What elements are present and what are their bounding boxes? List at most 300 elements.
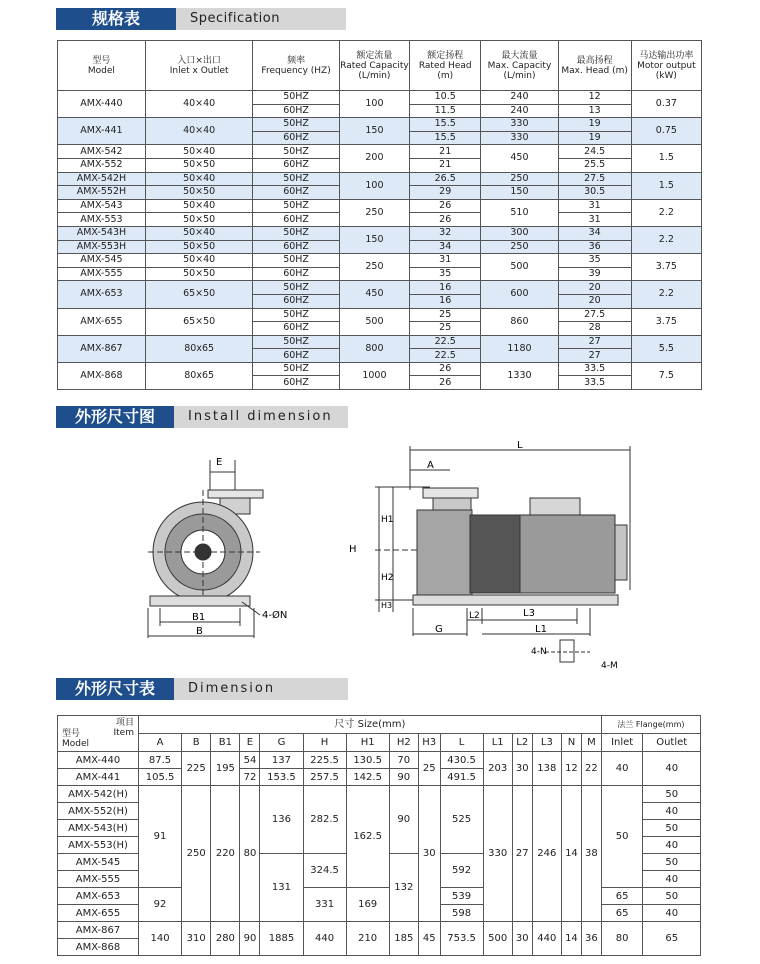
cell-n: 14 [561, 786, 581, 922]
model-cell: AMX-653 [58, 281, 146, 308]
column-header: H [303, 734, 346, 752]
spec-header-row [58, 41, 702, 91]
model-cell: AMX-868 [58, 939, 139, 956]
model-cell: AMX-542H [58, 172, 146, 186]
pump-side-view-diagram [345, 440, 645, 675]
motor-output-cell: 0.75 [631, 118, 701, 145]
cell-inlet: 80 [601, 922, 643, 956]
model-cell: AMX-441 [58, 118, 146, 145]
spec-header-max-capacity: 最大流量 Max. Capacity (L/min) [481, 41, 558, 91]
dimension-title-cn: 外形尺寸表 [56, 678, 174, 700]
rated-capacity-cell: 200 [339, 145, 409, 172]
cell-h: 331 [303, 888, 346, 922]
install-section-header [56, 406, 348, 428]
rated-capacity-cell: 100 [339, 91, 409, 118]
column-header: Inlet [601, 734, 643, 752]
cell-h3: 30 [418, 786, 440, 922]
spec-row [58, 335, 702, 349]
max-capacity-cell: 600 [481, 281, 558, 308]
motor-fan-cover [615, 525, 627, 580]
label-H1: H1 [381, 515, 394, 525]
frequency-cell: 60HZ [253, 213, 339, 227]
cell-e: 72 [240, 769, 260, 786]
frequency-cell: 50HZ [253, 118, 339, 132]
max-head-cell: 27.5 [558, 308, 631, 322]
rated-capacity-cell: 150 [339, 118, 409, 145]
dimension-row [58, 752, 701, 769]
model-cell: AMX-545 [58, 854, 139, 871]
model-cell: AMX-440 [58, 91, 146, 118]
cell-l2: 27 [512, 786, 532, 922]
rated-capacity-cell: 450 [339, 281, 409, 308]
dim-line [242, 602, 260, 615]
frequency-cell: 50HZ [253, 308, 339, 322]
max-head-cell: 13 [558, 104, 631, 118]
inlet-cell: 40×40 [145, 118, 253, 145]
rated-capacity-cell: 800 [339, 335, 409, 362]
cell-outlet: 50 [643, 854, 701, 871]
max-head-cell: 24.5 [558, 145, 631, 159]
inlet-cell: 50×50 [145, 213, 253, 227]
cell-h: 257.5 [303, 769, 346, 786]
rated-capacity-cell: 150 [339, 226, 409, 253]
frequency-cell: 60HZ [253, 186, 339, 200]
frequency-cell: 60HZ [253, 376, 339, 390]
cell-inlet: 65 [601, 905, 643, 922]
model-cell: AMX-555 [58, 871, 139, 888]
label-L: L [517, 440, 523, 451]
terminal-box [530, 498, 580, 516]
cell-l: 430.5 [440, 752, 483, 769]
motor-output-cell: 0.37 [631, 91, 701, 118]
model-cell: AMX-655 [58, 905, 139, 922]
dimension-column-row [58, 734, 701, 752]
column-header: G [260, 734, 303, 752]
cell-l: 592 [440, 854, 483, 888]
column-header: H3 [418, 734, 440, 752]
column-header: A [139, 734, 182, 752]
frequency-cell: 60HZ [253, 349, 339, 363]
column-header: M [581, 734, 601, 752]
cell-l: 539 [440, 888, 483, 905]
cell-b: 250 [182, 786, 211, 922]
max-capacity-cell: 150 [481, 186, 558, 200]
motor-output-cell: 3.75 [631, 254, 701, 281]
max-head-cell: 27.5 [558, 172, 631, 186]
inlet-cell: 50×40 [145, 199, 253, 213]
cell-l: 525 [440, 786, 483, 854]
rated-head-cell: 26 [410, 376, 481, 390]
cell-outlet: 65 [643, 922, 701, 956]
spec-section-header [56, 8, 346, 30]
label-B: B [196, 626, 203, 637]
cell-outlet: 40 [643, 871, 701, 888]
motor-output-cell: 3.75 [631, 308, 701, 335]
spec-row [58, 308, 702, 322]
dimension-table-body [58, 716, 701, 956]
motor-output-cell: 2.2 [631, 281, 701, 308]
rated-head-cell: 15.5 [410, 131, 481, 145]
pump-base [150, 596, 250, 606]
motor-output-cell: 2.2 [631, 226, 701, 253]
cell-h3: 25 [418, 752, 440, 786]
cell-outlet: 40 [643, 803, 701, 820]
frequency-cell: 60HZ [253, 267, 339, 281]
cell-outlet: 40 [643, 752, 701, 786]
frequency-cell: 60HZ [253, 294, 339, 308]
cell-g: 137 [260, 752, 303, 769]
rated-head-cell: 35 [410, 267, 481, 281]
label-A: A [427, 460, 434, 471]
frequency-cell: 50HZ [253, 226, 339, 240]
rated-head-cell: 15.5 [410, 118, 481, 132]
max-head-cell: 19 [558, 118, 631, 132]
max-capacity-cell: 500 [481, 254, 558, 281]
model-cell: AMX-552 [58, 158, 146, 172]
column-header: H1 [346, 734, 389, 752]
rated-head-cell: 10.5 [410, 91, 481, 105]
inlet-cell: 50×50 [145, 158, 253, 172]
inlet-cell: 50×50 [145, 267, 253, 281]
dimension-corner-header [58, 716, 139, 752]
max-head-cell: 20 [558, 281, 631, 295]
cell-l2: 30 [512, 752, 532, 786]
spec-row [58, 145, 702, 159]
rated-head-cell: 21 [410, 145, 481, 159]
spec-row [58, 281, 702, 295]
pump-front-view-diagram [140, 450, 320, 640]
max-capacity-cell: 330 [481, 118, 558, 132]
max-head-cell: 28 [558, 322, 631, 336]
cell-g: 136 [260, 786, 303, 854]
cell-h: 440 [303, 922, 346, 956]
spec-header-inlet: 入口×出口 Inlet x Outlet [145, 41, 253, 91]
motor-output-cell: 5.5 [631, 335, 701, 362]
inlet-cell: 50×40 [145, 226, 253, 240]
rated-capacity-cell: 500 [339, 308, 409, 335]
dimension-row [58, 888, 701, 905]
mount-slot-detail [560, 640, 574, 662]
cell-h1: 130.5 [346, 752, 389, 769]
cell-l3: 246 [532, 786, 561, 922]
cell-g: 1885 [260, 922, 303, 956]
rated-capacity-cell: 1000 [339, 362, 409, 389]
frequency-cell: 60HZ [253, 131, 339, 145]
cell-outlet: 50 [643, 786, 701, 803]
cell-outlet: 40 [643, 837, 701, 854]
max-capacity-cell: 450 [481, 145, 558, 172]
install-title-en: Install dimension [174, 406, 348, 428]
frequency-cell: 60HZ [253, 104, 339, 118]
rated-head-cell: 29 [410, 186, 481, 200]
model-cell: AMX-552H [58, 186, 146, 200]
label-L2: L2 [469, 611, 480, 621]
flange-header: 法兰 Flange(mm) [601, 716, 700, 734]
column-header: Outlet [643, 734, 701, 752]
cell-e: 54 [240, 752, 260, 769]
column-header: H2 [389, 734, 418, 752]
cell-h2: 185 [389, 922, 418, 956]
inlet-cell: 50×50 [145, 186, 253, 200]
cell-b: 225 [182, 752, 211, 786]
outlet-flange [423, 488, 478, 498]
model-cell: AMX-440 [58, 752, 139, 769]
rated-head-cell: 31 [410, 254, 481, 268]
spec-row [58, 362, 702, 376]
max-head-cell: 31 [558, 213, 631, 227]
outlet-flange [208, 490, 263, 498]
column-header: L2 [512, 734, 532, 752]
rated-head-cell: 21 [410, 158, 481, 172]
cell-b1: 195 [211, 752, 240, 786]
cell-h2: 90 [389, 769, 418, 786]
model-cell: AMX-552(H) [58, 803, 139, 820]
max-capacity-cell: 1180 [481, 335, 558, 362]
cell-b1: 220 [211, 786, 240, 922]
spec-header-frequency: 频率 Frequency (HZ) [253, 41, 339, 91]
cell-a: 92 [139, 888, 182, 922]
dimension-header-row [58, 716, 701, 734]
cell-h: 225.5 [303, 752, 346, 769]
corner-item-label: 项目 Item [113, 718, 134, 738]
model-cell: AMX-553H [58, 240, 146, 254]
cell-h: 324.5 [303, 854, 346, 888]
dimension-title-en: Dimension [174, 678, 348, 700]
inlet-cell: 40×40 [145, 91, 253, 118]
cell-m: 22 [581, 752, 601, 786]
cell-l3: 440 [532, 922, 561, 956]
motor-output-cell: 7.5 [631, 362, 701, 389]
label-B1: B1 [192, 612, 206, 623]
label-L1: L1 [535, 624, 547, 635]
dimension-row [58, 922, 701, 939]
rated-head-cell: 22.5 [410, 335, 481, 349]
rated-capacity-cell: 100 [339, 172, 409, 199]
cell-h1: 169 [346, 888, 389, 922]
model-cell: AMX-655 [58, 308, 146, 335]
cell-h3: 45 [418, 922, 440, 956]
rated-head-cell: 32 [410, 226, 481, 240]
frequency-cell: 50HZ [253, 91, 339, 105]
cell-m: 38 [581, 786, 601, 922]
cell-outlet: 50 [643, 888, 701, 905]
motor-body [520, 515, 615, 593]
column-header: L1 [483, 734, 512, 752]
cell-h1: 210 [346, 922, 389, 956]
dimension-table [57, 715, 701, 956]
model-cell: AMX-868 [58, 362, 146, 389]
cell-l1: 203 [483, 752, 512, 786]
install-title-cn: 外形尺寸图 [56, 406, 174, 428]
motor-output-cell: 1.5 [631, 145, 701, 172]
label-4-N: 4-N [531, 647, 547, 657]
cell-a: 91 [139, 786, 182, 888]
model-cell: AMX-553(H) [58, 837, 139, 854]
frequency-cell: 50HZ [253, 281, 339, 295]
cell-a: 105.5 [139, 769, 182, 786]
max-head-cell: 33.5 [558, 362, 631, 376]
label-4-N-hole: 4-ØN [262, 610, 288, 621]
max-head-cell: 27 [558, 335, 631, 349]
max-capacity-cell: 860 [481, 308, 558, 335]
rated-head-cell: 26 [410, 213, 481, 227]
cell-outlet: 40 [643, 905, 701, 922]
cell-e: 90 [240, 922, 260, 956]
label-L3: L3 [523, 608, 535, 619]
max-capacity-cell: 250 [481, 172, 558, 186]
max-capacity-cell: 240 [481, 91, 558, 105]
spec-header-motor-output: 马达输出功率 Motor output (kW) [631, 41, 701, 91]
rated-head-cell: 34 [410, 240, 481, 254]
column-header: B1 [211, 734, 240, 752]
label-H2: H2 [381, 573, 394, 583]
corner-model-label: 型号 Model [62, 729, 90, 749]
rated-head-cell: 16 [410, 294, 481, 308]
spec-row [58, 91, 702, 105]
frequency-cell: 60HZ [253, 322, 339, 336]
column-header: B [182, 734, 211, 752]
rated-head-cell: 26 [410, 362, 481, 376]
model-cell: AMX-867 [58, 335, 146, 362]
rated-head-cell: 11.5 [410, 104, 481, 118]
model-cell: AMX-441 [58, 769, 139, 786]
max-head-cell: 35 [558, 254, 631, 268]
max-head-cell: 19 [558, 131, 631, 145]
cell-l: 491.5 [440, 769, 483, 786]
pump-base [413, 595, 618, 605]
cell-a: 87.5 [139, 752, 182, 769]
dimension-row [58, 786, 701, 803]
rated-capacity-cell: 250 [339, 254, 409, 281]
spec-title-en: Specification [176, 8, 346, 30]
cell-inlet: 65 [601, 888, 643, 905]
cell-l: 753.5 [440, 922, 483, 956]
spec-header-max-head: 最高扬程 Max. Head (m) [558, 41, 631, 91]
cell-l2: 30 [512, 922, 532, 956]
frequency-cell: 50HZ [253, 335, 339, 349]
rated-head-cell: 16 [410, 281, 481, 295]
rated-head-cell: 25 [410, 308, 481, 322]
model-cell: AMX-555 [58, 267, 146, 281]
rated-head-cell: 26 [410, 199, 481, 213]
inlet-cell: 50×40 [145, 145, 253, 159]
inlet-cell: 65×50 [145, 281, 253, 308]
max-head-cell: 33.5 [558, 376, 631, 390]
label-H3: H3 [381, 601, 393, 610]
frequency-cell: 50HZ [253, 145, 339, 159]
frequency-cell: 60HZ [253, 158, 339, 172]
size-header: 尺寸 Size(mm) [139, 716, 602, 734]
model-cell: AMX-542 [58, 145, 146, 159]
cell-g: 153.5 [260, 769, 303, 786]
pump-casing [417, 510, 472, 595]
spec-row [58, 118, 702, 132]
model-cell: AMX-553 [58, 213, 146, 227]
max-capacity-cell: 1330 [481, 362, 558, 389]
cell-l1: 500 [483, 922, 512, 956]
model-cell: AMX-653 [58, 888, 139, 905]
max-capacity-cell: 240 [481, 104, 558, 118]
cell-inlet: 40 [601, 752, 643, 786]
cell-l3: 138 [532, 752, 561, 786]
column-header: E [240, 734, 260, 752]
spec-header-rated-capacity: 额定流量 Rated Capacity (L/min) [339, 41, 409, 91]
inlet-cell: 50×40 [145, 172, 253, 186]
spec-row [58, 254, 702, 268]
cell-h2: 132 [389, 854, 418, 922]
cell-n: 12 [561, 752, 581, 786]
inlet-cell: 80x65 [145, 335, 253, 362]
pump-bracket [470, 515, 520, 593]
cell-inlet: 50 [601, 786, 643, 888]
max-capacity-cell: 250 [481, 240, 558, 254]
max-capacity-cell: 300 [481, 226, 558, 240]
cell-h1: 162.5 [346, 786, 389, 888]
max-head-cell: 34 [558, 226, 631, 240]
spec-table [57, 40, 702, 390]
spec-header-rated-head: 额定扬程 Rated Head (m) [410, 41, 481, 91]
spec-row [58, 172, 702, 186]
max-capacity-cell: 330 [481, 131, 558, 145]
cell-h2: 90 [389, 786, 418, 854]
frequency-cell: 50HZ [253, 362, 339, 376]
frequency-cell: 50HZ [253, 199, 339, 213]
spec-row [58, 199, 702, 213]
frequency-cell: 50HZ [253, 172, 339, 186]
dimension-section-header [56, 678, 348, 700]
motor-output-cell: 2.2 [631, 199, 701, 226]
model-cell: AMX-543H [58, 226, 146, 240]
column-header: L [440, 734, 483, 752]
max-head-cell: 12 [558, 91, 631, 105]
spec-title-cn: 规格表 [56, 8, 176, 30]
inlet-cell: 80x65 [145, 362, 253, 389]
inlet-cell: 50×50 [145, 240, 253, 254]
label-G: G [435, 624, 443, 635]
rated-head-cell: 22.5 [410, 349, 481, 363]
column-header: N [561, 734, 581, 752]
cell-b: 310 [182, 922, 211, 956]
max-head-cell: 39 [558, 267, 631, 281]
model-cell: AMX-867 [58, 922, 139, 939]
frequency-cell: 60HZ [253, 240, 339, 254]
column-header: L3 [532, 734, 561, 752]
max-head-cell: 31 [558, 199, 631, 213]
cell-a: 140 [139, 922, 182, 956]
cell-e: 80 [240, 786, 260, 922]
cell-g: 131 [260, 854, 303, 922]
cell-h2: 70 [389, 752, 418, 769]
model-cell: AMX-542(H) [58, 786, 139, 803]
model-cell: AMX-543 [58, 199, 146, 213]
cell-outlet: 50 [643, 820, 701, 837]
spec-header-model: 型号 Model [58, 41, 146, 91]
inlet-cell: 50×40 [145, 254, 253, 268]
cell-m: 36 [581, 922, 601, 956]
inlet-cell: 65×50 [145, 308, 253, 335]
motor-output-cell: 1.5 [631, 172, 701, 199]
cell-b1: 280 [211, 922, 240, 956]
frequency-cell: 50HZ [253, 254, 339, 268]
cell-h1: 142.5 [346, 769, 389, 786]
max-head-cell: 25.5 [558, 158, 631, 172]
cell-n: 14 [561, 922, 581, 956]
cell-l: 598 [440, 905, 483, 922]
cell-l1: 330 [483, 786, 512, 922]
max-capacity-cell: 510 [481, 199, 558, 226]
label-E: E [216, 457, 223, 468]
cell-h: 282.5 [303, 786, 346, 854]
